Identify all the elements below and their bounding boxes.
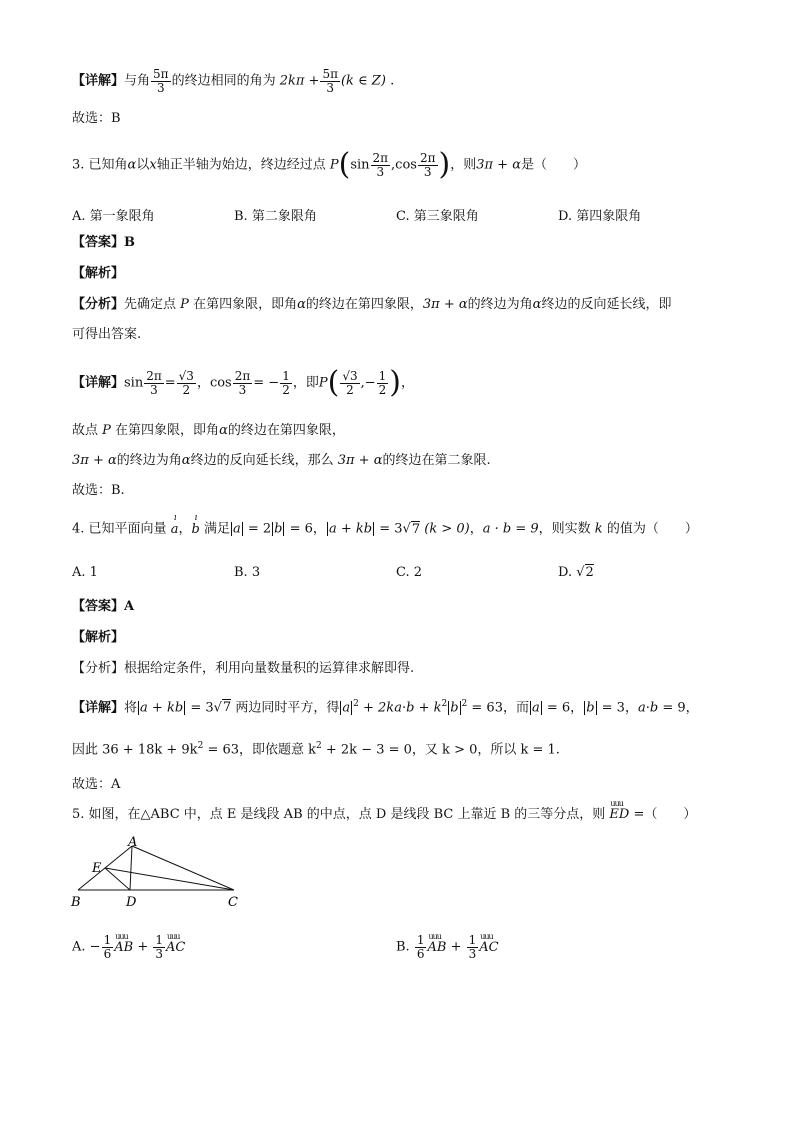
text: 两边同时平方，得 bbox=[235, 700, 340, 716]
q3-option-c[interactable]: C. 第三象限角 bbox=[396, 209, 479, 224]
paren: ) bbox=[389, 365, 401, 400]
denominator: 6 bbox=[416, 946, 425, 961]
text: 在第四象限，即角 bbox=[193, 297, 298, 312]
fraction bbox=[102, 934, 114, 960]
text: 3. 已知角 bbox=[72, 157, 128, 173]
q3-answer: 【答案】B bbox=[72, 235, 135, 250]
vector-b: b bbox=[174, 700, 184, 716]
text: ， bbox=[178, 521, 192, 537]
text: 是（ ） bbox=[521, 157, 587, 173]
text: 的终边在第二象限. bbox=[382, 453, 491, 468]
alpha: α bbox=[297, 297, 306, 312]
text: 4. 已知平面向量 bbox=[72, 521, 167, 537]
sqrt-arg: 7 bbox=[411, 521, 421, 537]
fraction bbox=[377, 370, 389, 396]
text: 先确定点 bbox=[124, 297, 177, 312]
numerator: 1 bbox=[282, 368, 290, 383]
sign: − bbox=[89, 939, 101, 955]
vector-b: b bbox=[274, 521, 283, 537]
text: ，即 bbox=[292, 375, 319, 391]
label-A: A bbox=[128, 835, 138, 850]
numerator: 2π bbox=[146, 368, 162, 383]
abs-bar bbox=[373, 522, 374, 536]
numerator: 1 bbox=[155, 933, 163, 947]
expr: 3π + α bbox=[476, 157, 521, 173]
label-E: E bbox=[92, 861, 102, 876]
denominator: 3 bbox=[326, 80, 335, 95]
q4-line2 bbox=[72, 742, 560, 756]
q4-answer: 【答案】A bbox=[72, 599, 135, 614]
text: + 2k bbox=[363, 700, 395, 716]
segment-AC bbox=[132, 846, 234, 890]
point-P: P bbox=[329, 157, 339, 173]
text: ， bbox=[400, 375, 414, 391]
sqrt-arg: 2 bbox=[585, 565, 594, 580]
text: 满足 bbox=[203, 521, 230, 537]
expr: 3π + α bbox=[72, 453, 117, 468]
q3-choose: 故选：B. bbox=[72, 483, 125, 498]
vector-AC: uuu AC bbox=[479, 940, 498, 955]
abs-bar bbox=[184, 701, 185, 715]
alpha: α bbox=[181, 453, 191, 468]
text: 故选：B bbox=[72, 111, 121, 126]
denominator: 3 bbox=[423, 164, 432, 179]
label-D: D bbox=[126, 895, 137, 908]
detail-tag: 【详解】 bbox=[72, 73, 125, 89]
label: B. bbox=[396, 939, 410, 955]
denominator: 3 bbox=[155, 946, 163, 961]
fraction bbox=[151, 68, 171, 94]
q3-option-d[interactable]: D. 第四象限角 bbox=[558, 209, 642, 224]
text: 故点 bbox=[72, 423, 99, 438]
question-4-stem: 4. 已知平面向量 ı a，ı b 满足 a = 2 b = 6， a + kb = 3√7 (k > 0)，a · b = 9，则实数 k 的值为（ ） bbox=[72, 522, 698, 536]
P: P bbox=[318, 375, 328, 391]
text: = 63，即依题意 k bbox=[207, 742, 317, 758]
text: = bbox=[164, 375, 176, 391]
paren: ( bbox=[338, 147, 351, 182]
tag: 【详解】 bbox=[72, 375, 125, 391]
text: = 6， bbox=[546, 700, 584, 716]
numerator: 1 bbox=[103, 933, 112, 947]
k: k bbox=[594, 521, 603, 537]
tag: 【分析】 bbox=[72, 297, 125, 312]
vector-a: a bbox=[140, 700, 148, 716]
text: = 3 bbox=[379, 521, 403, 537]
sup: 2 bbox=[316, 741, 322, 751]
fraction bbox=[177, 370, 196, 396]
text: 的终边在第四象限， bbox=[305, 297, 423, 312]
numerator: √3 bbox=[178, 368, 194, 383]
q4-analysis: 【解析】 bbox=[72, 630, 125, 645]
vector-AC: uuu AC bbox=[166, 940, 185, 955]
expr: (k ∈ Z) bbox=[340, 73, 386, 89]
q3-option-b[interactable]: B. 第二象限角 bbox=[234, 209, 317, 224]
denominator: 3 bbox=[376, 164, 385, 179]
choose-line-1 bbox=[72, 112, 121, 125]
q3-line-b bbox=[72, 454, 491, 467]
text: = 63，而 bbox=[471, 700, 529, 716]
text: 与角 bbox=[124, 73, 151, 89]
text: 轴正半轴为始边，终边经过点 bbox=[156, 157, 326, 173]
text: = 6 bbox=[289, 521, 313, 537]
abs-bar bbox=[530, 701, 531, 715]
text: sin bbox=[124, 375, 144, 391]
text: . bbox=[390, 73, 395, 89]
abs-bar bbox=[138, 701, 139, 715]
sup: 2 bbox=[441, 699, 448, 709]
k: k bbox=[166, 700, 175, 716]
denominator: 2 bbox=[346, 382, 354, 397]
abs-bar bbox=[283, 522, 284, 536]
text: cos bbox=[209, 375, 232, 391]
denominator: 2 bbox=[182, 382, 191, 397]
alpha: α bbox=[127, 157, 137, 173]
denominator: 6 bbox=[103, 946, 112, 961]
text: = 9， bbox=[662, 700, 699, 716]
fraction bbox=[280, 370, 292, 396]
text: 将 bbox=[124, 700, 138, 716]
text: sin bbox=[350, 157, 370, 173]
dot-product: a · b = 9 bbox=[482, 521, 539, 537]
fraction bbox=[153, 934, 165, 960]
expr: 2kπ + bbox=[279, 73, 320, 89]
question-5-stem bbox=[72, 808, 696, 821]
fraction bbox=[340, 370, 359, 396]
text: 以 bbox=[136, 157, 150, 173]
vector-a: a bbox=[637, 700, 646, 716]
fraction bbox=[415, 934, 427, 960]
numerator: 2π bbox=[234, 368, 251, 383]
q3-fenxi bbox=[72, 298, 671, 311]
question-3-stem bbox=[72, 147, 587, 182]
sup: 2 bbox=[197, 741, 204, 751]
abs-bar bbox=[460, 701, 461, 715]
q3-analysis: 【解析】 bbox=[72, 266, 125, 281]
fraction bbox=[233, 370, 253, 396]
text: 的终边相同的角为 bbox=[171, 73, 276, 89]
denominator: 3 bbox=[468, 946, 477, 961]
text: =（ ） bbox=[633, 807, 697, 822]
vector-b: b bbox=[406, 700, 415, 716]
abs-bar bbox=[327, 522, 328, 536]
vector-b: b bbox=[586, 700, 595, 716]
numerator: 1 bbox=[378, 368, 387, 383]
vector-ED: uuu ED bbox=[609, 808, 629, 821]
text: 在第四象限，即角 bbox=[115, 423, 220, 438]
alpha: α bbox=[219, 423, 228, 438]
q3-option-a[interactable]: A. 第一象限角 bbox=[72, 209, 155, 224]
q3-line-a bbox=[72, 424, 345, 437]
text: 因此 36 + 18k + 9k bbox=[72, 742, 198, 758]
denominator: 2 bbox=[282, 382, 290, 397]
vector-a: a bbox=[232, 521, 241, 537]
sup: 2 bbox=[353, 699, 359, 709]
numerator: 2π bbox=[372, 150, 389, 165]
k: k bbox=[355, 521, 364, 537]
denominator: 3 bbox=[150, 382, 158, 397]
text: = 2 bbox=[247, 521, 272, 537]
q4-option-a[interactable]: A. 1 bbox=[72, 565, 98, 580]
detail-line-1 bbox=[72, 68, 394, 94]
text: 5. 如图，在△ABC 中，点 E 是线段 AB 的中点，点 D 是线段 BC 上靠近 B 的三等分点，则 bbox=[72, 807, 606, 822]
paren: ( bbox=[327, 365, 340, 400]
text: 的终边为角 bbox=[116, 453, 182, 468]
text: ， bbox=[196, 375, 210, 391]
label-B: B bbox=[71, 895, 81, 908]
fraction bbox=[467, 934, 479, 960]
expr: 3π + α bbox=[337, 453, 383, 468]
triangle-figure bbox=[70, 834, 250, 908]
q4-fenxi: 【分析】根据给定条件，利用向量数量积的运算律求解即得. bbox=[72, 661, 415, 676]
denominator: 3 bbox=[238, 382, 247, 397]
text: 终边的反向延长线，即 bbox=[541, 297, 672, 312]
expr: 3π + α bbox=[422, 297, 468, 312]
alpha: α bbox=[532, 297, 542, 312]
numerator: 2π bbox=[419, 150, 436, 165]
q4-choose: 故选：A bbox=[72, 777, 121, 792]
numerator: 5π bbox=[322, 67, 338, 81]
x: x bbox=[149, 157, 157, 173]
q4-xiangjie: 【详解】将 a + kb = 3√7 两边同时平方，得 a $^2 + 2ka\cdot b + k^2$ b $^2$ = 63，而 a = 6， b = 3，a·b = 9， bbox=[72, 699, 699, 716]
text: ,− bbox=[360, 375, 376, 391]
abs-bar bbox=[272, 522, 273, 536]
segment-AD bbox=[130, 846, 132, 890]
expr: (k > 0) bbox=[424, 521, 470, 537]
q5-option-b[interactable] bbox=[396, 934, 499, 960]
label-C: C bbox=[228, 895, 238, 908]
text: 终边的反向延长线，那么 bbox=[190, 453, 334, 468]
q5-option-a[interactable] bbox=[72, 934, 185, 960]
abs-bar bbox=[242, 522, 243, 536]
abs-bar bbox=[231, 522, 232, 536]
vector-b: ı b bbox=[191, 523, 199, 536]
abs-bar bbox=[596, 701, 597, 715]
numerator: 1 bbox=[468, 933, 477, 947]
fraction bbox=[371, 152, 391, 178]
text: 的终边在第四象限， bbox=[227, 423, 345, 438]
P: P bbox=[180, 297, 189, 312]
denominator: 2 bbox=[378, 382, 387, 397]
numerator: 5π bbox=[153, 67, 169, 81]
sqrt-arg: 7 bbox=[222, 700, 232, 716]
text: 的终边为角 bbox=[467, 297, 533, 312]
tag: 【详解】 bbox=[72, 700, 125, 716]
q3-fenxi-2: 可得出答案. bbox=[72, 327, 142, 342]
text: ，则 bbox=[450, 157, 477, 173]
text: ，则实数 bbox=[538, 521, 591, 537]
paren: ) bbox=[438, 147, 451, 182]
abs-bar bbox=[351, 701, 352, 715]
vector-a: a bbox=[531, 700, 540, 716]
text: ,cos bbox=[391, 157, 417, 173]
vector-a: a bbox=[342, 700, 351, 716]
vector-b: b bbox=[363, 521, 373, 537]
sup: 2 bbox=[461, 699, 468, 709]
text: = 3 bbox=[190, 700, 214, 716]
q4-option-d[interactable]: D. √2 bbox=[558, 565, 594, 580]
text: 的值为（ ） bbox=[606, 521, 698, 537]
denominator: 3 bbox=[156, 80, 165, 95]
vector-AB: uuu AB bbox=[114, 940, 133, 955]
numerator: √3 bbox=[342, 368, 358, 383]
plus: + bbox=[450, 939, 462, 955]
vector-b: b bbox=[649, 700, 659, 716]
text: = − bbox=[253, 375, 280, 391]
q3-xiangjie bbox=[72, 365, 414, 400]
vector-a: ı a bbox=[171, 523, 179, 536]
segment-EC bbox=[105, 868, 234, 890]
text: + 2k − 3 = 0，又 k > 0，所以 k = 1. bbox=[325, 742, 560, 758]
P: P bbox=[102, 423, 111, 438]
fraction bbox=[144, 370, 164, 396]
abs-bar bbox=[541, 701, 542, 715]
q4-option-b[interactable]: B. 3 bbox=[234, 565, 261, 580]
vector-a: a bbox=[394, 700, 402, 716]
label: A. bbox=[72, 939, 86, 955]
fraction bbox=[418, 152, 438, 178]
vector-AB: uuu AB bbox=[427, 940, 446, 955]
q4-option-c[interactable]: C. 2 bbox=[396, 565, 423, 580]
plus: + bbox=[137, 939, 149, 955]
fraction bbox=[320, 68, 340, 94]
vector-a: a bbox=[328, 521, 337, 537]
label: D. bbox=[558, 565, 573, 580]
text: = 3， bbox=[601, 700, 638, 716]
vector-b: b bbox=[450, 700, 459, 716]
numerator: 1 bbox=[416, 933, 425, 947]
text: + k bbox=[418, 700, 442, 716]
